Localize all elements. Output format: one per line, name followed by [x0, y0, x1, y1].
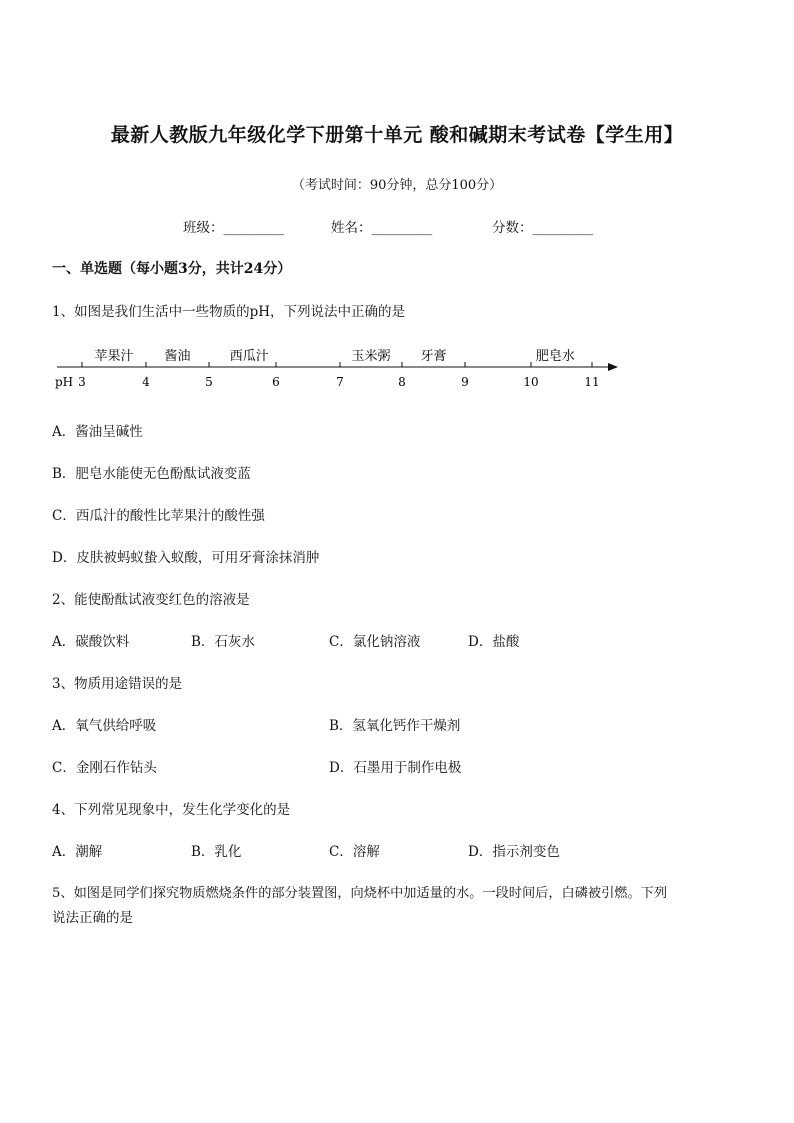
q3-option-a: A．氧气供给呼吸: [52, 718, 157, 734]
ph-substance-label: 酱油: [164, 349, 191, 364]
q3-option-b: B．氢氧化钙作干燥剂: [329, 718, 461, 734]
q3-option-c: C．金刚石作钻头: [52, 760, 157, 776]
question-4-stem: 4、下列常见现象中，发生化学变化的是: [52, 802, 291, 818]
ph-tick-label: 4: [142, 375, 150, 389]
question-1-stem: 1、如图是我们生活中一些物质的pH，下列说法中正确的是: [52, 304, 406, 320]
q2-option-c: C．氯化钠溶液: [329, 634, 421, 650]
exam-title: 最新人教版九年级化学下册第十单元 酸和碱期末考试卷【学生用】: [110, 124, 684, 146]
q1-option-a: A．酱油呈碱性: [52, 424, 143, 440]
exam-subtitle: （考试时间：90分钟，总分100分）: [291, 178, 503, 193]
q2-option-b: B．石灰水: [191, 634, 255, 650]
q4-option-a: A．潮解: [52, 844, 103, 860]
q1-option-d: D．皮肤被蚂蚁蛰入蚁酸，可用牙膏涂抹消肿: [52, 550, 320, 566]
ph-substance-label: 肥皂水: [535, 349, 575, 364]
ph-substance-label: 玉米粥: [351, 349, 391, 364]
ph-axis-label: pH: [55, 375, 74, 389]
ph-substance-label: 牙膏: [420, 349, 447, 364]
ph-tick-label: 9: [461, 375, 469, 389]
class-field: 班级：_________: [183, 220, 285, 236]
q1-option-c: C．西瓜汁的酸性比苹果汁的酸性强: [52, 508, 265, 524]
score-field: 分数：_________: [492, 220, 594, 236]
q3-option-d: D．石墨用于制作电极: [329, 760, 462, 776]
ph-tick-label: 6: [272, 375, 280, 389]
ph-tick-label: 10: [523, 375, 539, 389]
question-2-stem: 2、能使酚酞试液变红色的溶液是: [52, 592, 250, 608]
ph-tick-label: 3: [78, 375, 86, 389]
ph-tick-label: 5: [205, 375, 213, 389]
question-3-stem: 3、物质用途错误的是: [52, 676, 183, 692]
ph-tick-label: 7: [336, 375, 344, 389]
question-5-stem-line-2: 说法正确的是: [52, 910, 133, 926]
section-heading: 一、单选题（每小题3分，共计24分）: [52, 261, 292, 277]
q4-option-d: D．指示剂变色: [468, 844, 560, 860]
q2-option-d: D．盐酸: [468, 634, 520, 650]
ph-scale-figure: [0, 336, 794, 396]
ph-substance-label: 西瓜汁: [229, 349, 269, 364]
ph-scale-arrow: [608, 363, 618, 371]
question-5-stem-line-1: 5、如图是同学们探究物质燃烧条件的部分装置图，向烧杯中加适量的水。一段时间后，白磷被引燃。下列: [52, 886, 668, 901]
q4-option-b: B．乳化: [191, 844, 242, 860]
q4-option-c: C．溶解: [329, 844, 380, 860]
ph-tick-label: 11: [584, 375, 600, 389]
ph-tick-label: 8: [398, 375, 406, 389]
ph-substance-label: 苹果汁: [94, 349, 134, 364]
name-field: 姓名：_________: [331, 220, 433, 236]
q1-option-b: B．肥皂水能使无色酚酞试液变蓝: [52, 466, 251, 482]
q2-option-a: A．碳酸饮料: [52, 634, 130, 650]
